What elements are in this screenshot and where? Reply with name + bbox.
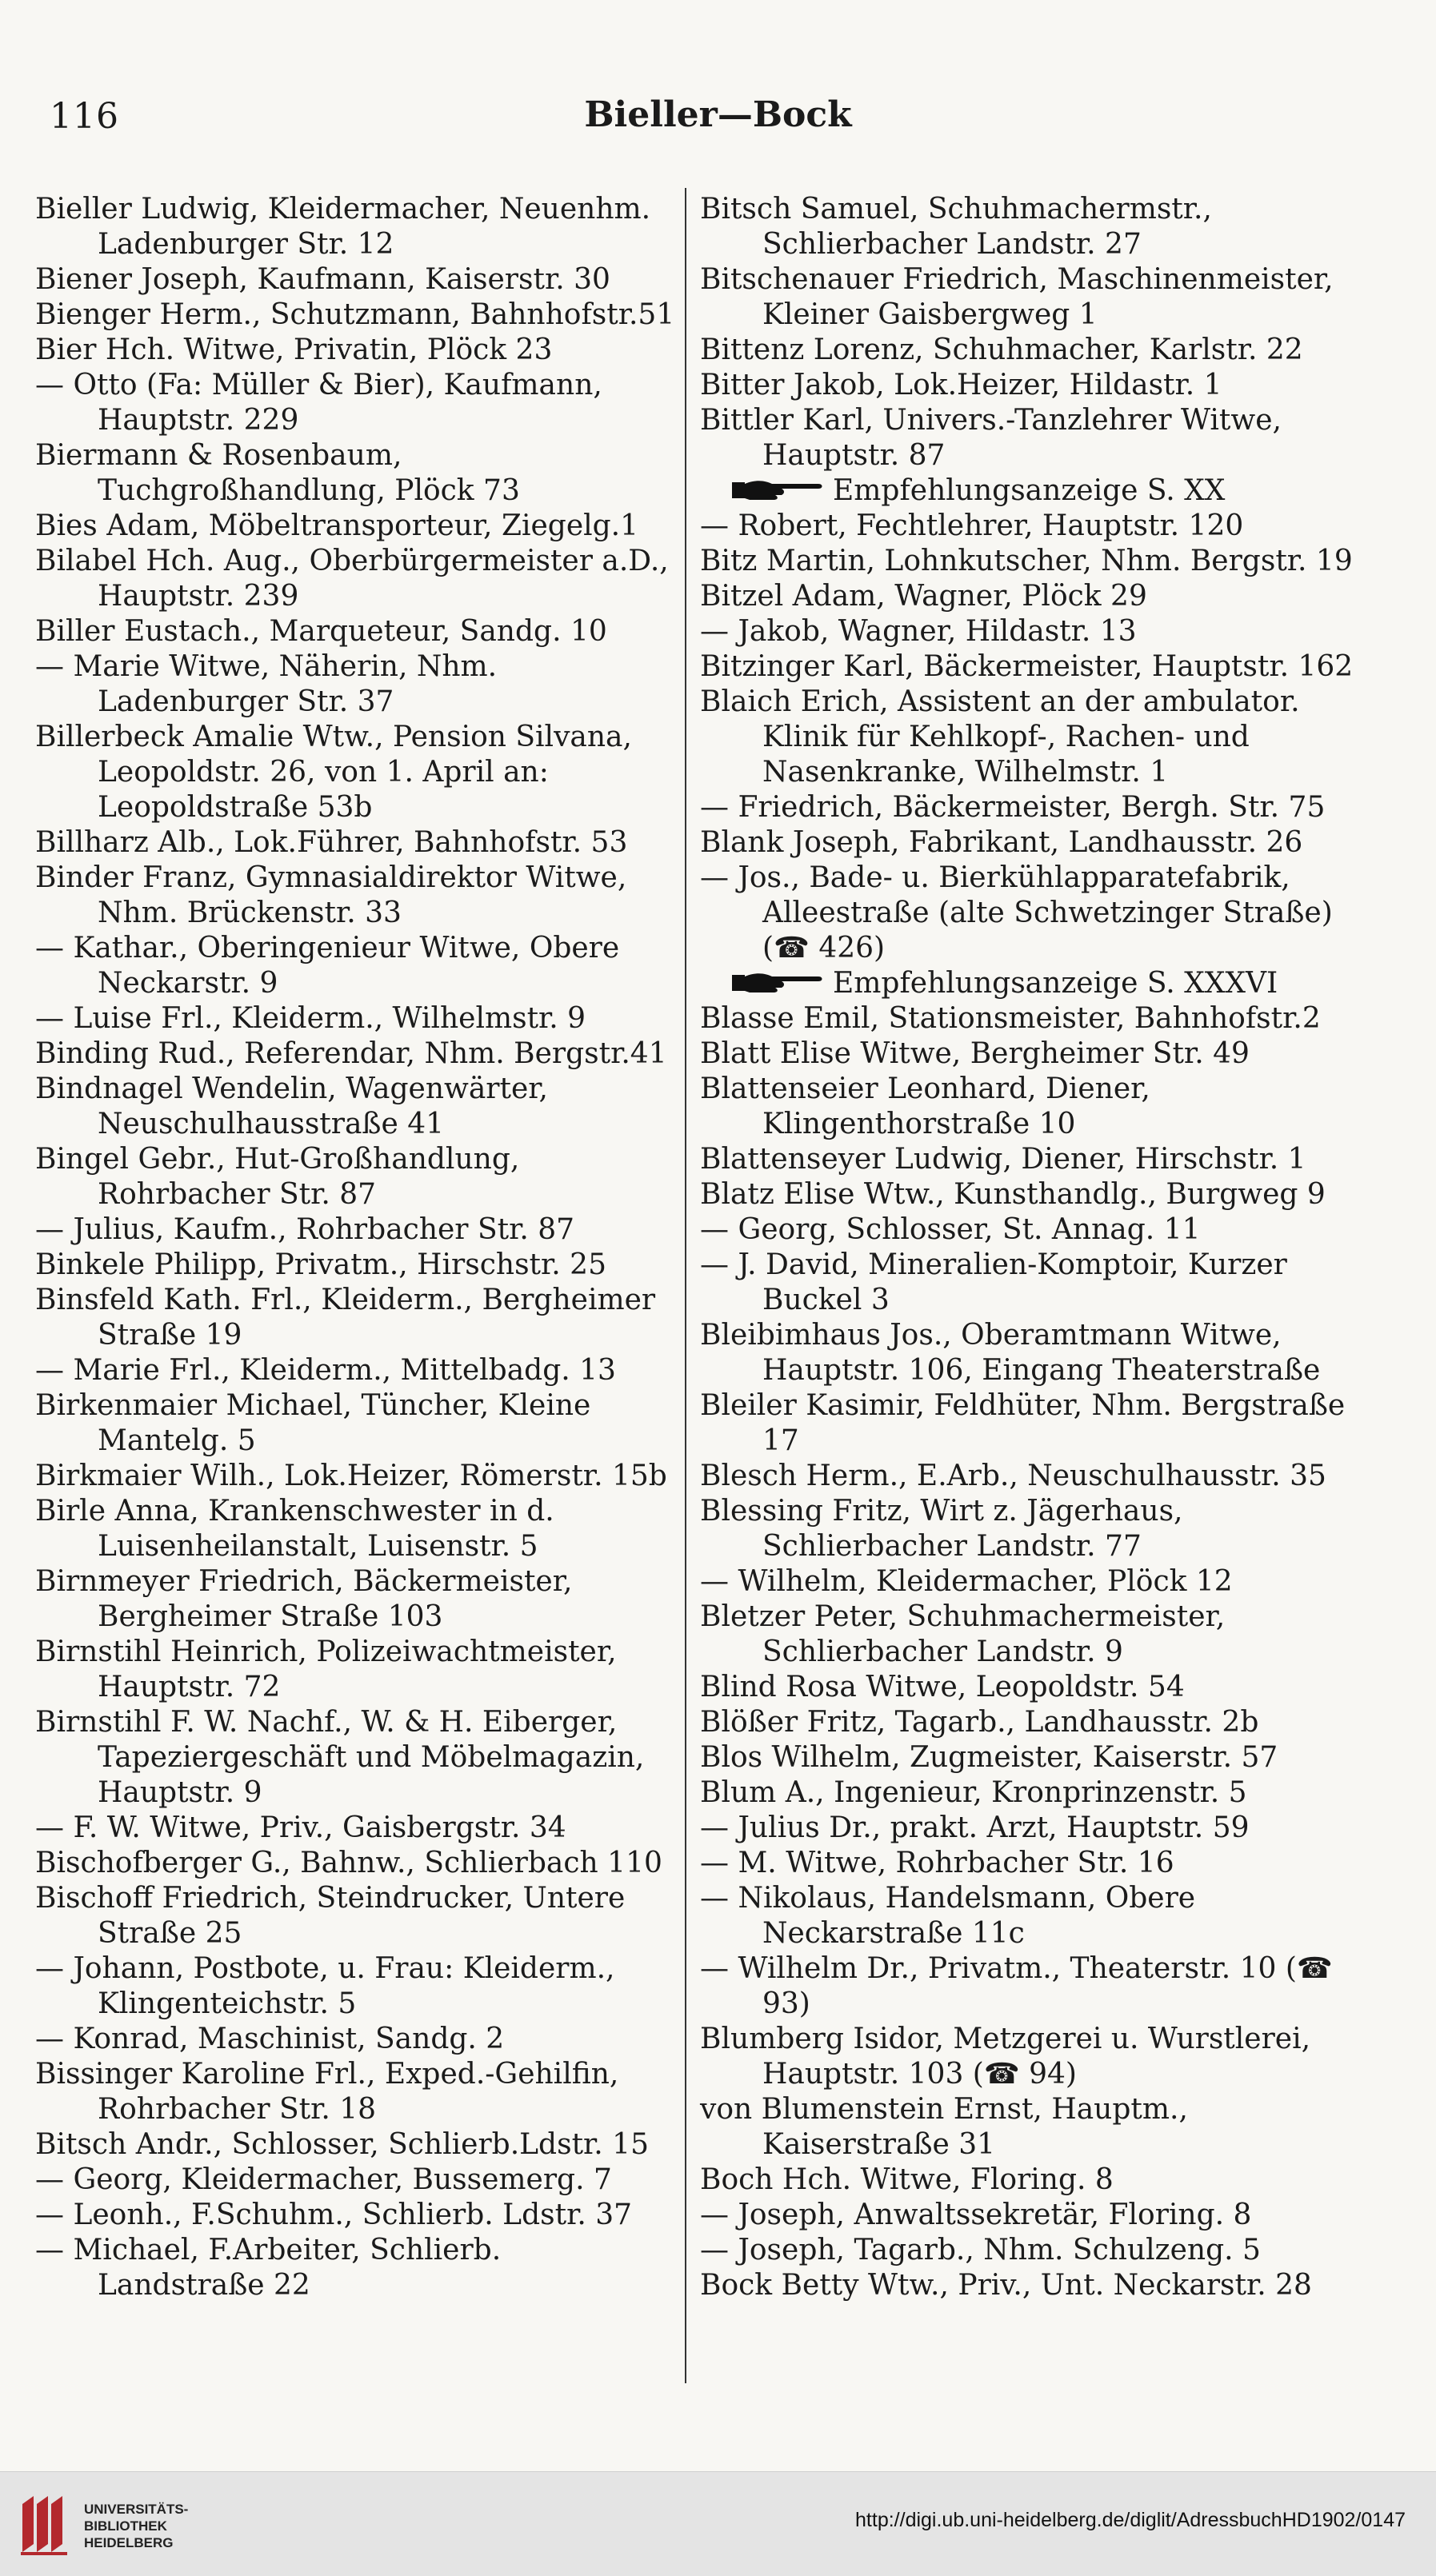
directory-entry: Blasse Emil, Stationsmeister, Bahnhofstr.2 xyxy=(700,1002,1321,1035)
advert-reference xyxy=(700,966,1368,1001)
directory-entry: Bischoff Friedrich, Steindrucker, Untere Straße 25 xyxy=(35,1882,626,1950)
library-name-line: HEIDELBERG xyxy=(84,2535,174,2550)
directory-entry: Birkenmaier Michael, Tüncher, Kleine Mantelg. 5 xyxy=(35,1389,591,1457)
pointing-hand-icon xyxy=(730,476,825,503)
directory-entry: — Wilhelm Dr., Privatm., Theaterstr. 10 (☎ 93) xyxy=(700,1952,1333,2020)
left-column xyxy=(35,192,675,2303)
directory-entry: Bissinger Karoline Frl., Exped.-Gehilfin, Rohrbacher Str. 18 xyxy=(35,2058,619,2126)
directory-entry: — Friedrich, Bäckermeister, Bergh. Str. 75 xyxy=(700,791,1326,824)
library-name-line: BIBLIOTHEK xyxy=(84,2518,167,2534)
directory-entry: Biermann & Rosenbaum, Tuchgroßhandlung, Plöck 73 xyxy=(35,439,520,507)
directory-entry: Blößer Fritz, Tagarb., Landhausstr. 2b xyxy=(700,1706,1259,1739)
directory-entry: Birkmaier Wilh., Lok.Heizer, Römerstr. 15b xyxy=(35,1460,667,1492)
directory-entry: Bitter Jakob, Lok.Heizer, Hildastr. 1 xyxy=(700,369,1222,401)
directory-entry: Blank Joseph, Fabrikant, Landhausstr. 26 xyxy=(700,826,1303,859)
directory-entry: Bittenz Lorenz, Schuhmacher, Karlstr. 22 xyxy=(700,333,1303,366)
directory-entry: Binder Franz, Gymnasialdirektor Witwe, Nhm. Brückenstr. 33 xyxy=(35,861,627,929)
directory-entry: — Marie Witwe, Näherin, Nhm. Ladenburger Str. 37 xyxy=(35,650,498,718)
directory-entry: — M. Witwe, Rohrbacher Str. 16 xyxy=(700,1847,1174,1879)
directory-entry: — Georg, Schlosser, St. Annag. 11 xyxy=(700,1213,1201,1246)
directory-entry: Blind Rosa Witwe, Leopoldstr. 54 xyxy=(700,1671,1185,1703)
directory-entry: — J. David, Mineralien-Komptoir, Kurzer Buckel 3 xyxy=(700,1248,1287,1316)
directory-entry: — Marie Frl., Kleiderm., Mittelbadg. 13 xyxy=(35,1354,616,1387)
advert-reference-text: Empfehlungsanzeige S. XX xyxy=(833,474,1226,507)
directory-entry: — Georg, Kleidermacher, Bussemerg. 7 xyxy=(35,2163,612,2196)
running-head: Bieller—Bock xyxy=(584,94,852,135)
directory-entry: von Blumenstein Ernst, Hauptm., Kaiserstraße 31 xyxy=(700,2093,1188,2161)
directory-entry: Birle Anna, Krankenschwester in d. Luisenheilanstalt, Luisenstr. 5 xyxy=(35,1495,554,1563)
directory-entry: Biener Joseph, Kaufmann, Kaiserstr. 30 xyxy=(35,263,610,296)
directory-entry: — Otto (Fa: Müller & Bier), Kaufmann, Hauptstr. 229 xyxy=(35,369,602,437)
directory-entry: Bischofberger G., Bahnw., Schlierbach 110 xyxy=(35,1847,662,1879)
university-seal-icon xyxy=(16,2490,74,2558)
directory-entry: — Robert, Fechtlehrer, Hauptstr. 120 xyxy=(700,509,1244,542)
directory-entry: Bitschenauer Friedrich, Maschinenmeister, Kleiner Gaisbergweg 1 xyxy=(700,263,1334,331)
directory-entry: Binding Rud., Referendar, Nhm. Bergstr.41 xyxy=(35,1037,667,1070)
directory-entry: Bilabel Hch. Aug., Oberbürgermeister a.D., Hauptstr. 239 xyxy=(35,545,669,613)
directory-entry: — Johann, Postbote, u. Frau: Kleiderm., Klingenteichstr. 5 xyxy=(35,1952,615,2020)
directory-entry: Biller Eustach., Marqueteur, Sandg. 10 xyxy=(35,615,607,648)
directory-entry: Bingel Gebr., Hut-Großhandlung, Rohrbacher Str. 87 xyxy=(35,1143,520,1211)
directory-entry: Blumberg Isidor, Metzgerei u. Wurstlerei, Hauptstr. 103 (☎ 94) xyxy=(700,2023,1311,2091)
directory-entry: Blattenseier Leonhard, Diener, Klingenthorstraße 10 xyxy=(700,1072,1150,1140)
library-name xyxy=(84,2501,188,2551)
pointing-hand-icon xyxy=(730,968,825,996)
directory-entry: Bies Adam, Möbeltransporteur, Ziegelg.1 xyxy=(35,509,639,542)
directory-entry: — Kathar., Oberingenieur Witwe, Obere Neckarstr. 9 xyxy=(35,932,620,1000)
directory-entry: Billharz Alb., Lok.Führer, Bahnhofstr. 53 xyxy=(35,826,628,859)
directory-entry: Blatt Elise Witwe, Bergheimer Str. 49 xyxy=(700,1037,1250,1070)
directory-entry: Blos Wilhelm, Zugmeister, Kaiserstr. 57 xyxy=(700,1741,1278,1774)
library-name-line: UNIVERSITÄTS- xyxy=(84,2502,189,2517)
footer-bar xyxy=(0,2471,1436,2576)
column-divider xyxy=(685,188,686,2383)
directory-entry: Bienger Herm., Schutzmann, Bahnhofstr.51 xyxy=(35,298,675,331)
directory-entry: — Nikolaus, Handelsmann, Obere Neckarstraße 11c xyxy=(700,1882,1196,1950)
directory-entry: — Julius, Kaufm., Rohrbacher Str. 87 xyxy=(35,1213,575,1246)
directory-entry: — Julius Dr., prakt. Arzt, Hauptstr. 59 xyxy=(700,1811,1250,1844)
directory-entry: — Joseph, Anwaltssekretär, Floring. 8 xyxy=(700,2199,1252,2231)
directory-entry: Bleibimhaus Jos., Oberamtmann Witwe, Hauptstr. 106, Eingang Theaterstraße xyxy=(700,1319,1321,1387)
directory-entry: Bletzer Peter, Schuhmachermeister, Schlierbacher Landstr. 9 xyxy=(700,1600,1226,1668)
source-url-link[interactable]: http://digi.ub.uni-heidelberg.de/diglit/AdressbuchHD1902/0147 xyxy=(855,2509,1406,2531)
directory-entry: — Luise Frl., Kleiderm., Wilhelmstr. 9 xyxy=(35,1002,586,1035)
directory-entry: Birnstihl F. W. Nachf., W. & H. Eiberger, Tapeziergeschäft und Möbelmagazin, Hauptstr. 9 xyxy=(35,1706,645,1809)
directory-entry: Billerbeck Amalie Wtw., Pension Silvana, Leopoldstr. 26, von 1. April an: Leopoldstraße 53b xyxy=(35,721,632,824)
directory-entry: Birnstihl Heinrich, Polizeiwachtmeister, Hauptstr. 72 xyxy=(35,1635,617,1703)
advert-reference xyxy=(700,473,1368,509)
directory-entry: Blessing Fritz, Wirt z. Jägerhaus, Schlierbacher Landstr. 77 xyxy=(700,1495,1183,1563)
page-number: 116 xyxy=(50,96,119,137)
directory-entry: Bittler Karl, Univers.-Tanzlehrer Witwe, Hauptstr. 87 xyxy=(700,404,1282,472)
directory-entry: Bitz Martin, Lohnkutscher, Nhm. Bergstr. 19 xyxy=(700,545,1353,577)
directory-entry: Bitzel Adam, Wagner, Plöck 29 xyxy=(700,580,1147,613)
directory-entry: Bleiler Kasimir, Feldhüter, Nhm. Bergstraße 17 xyxy=(700,1389,1346,1457)
advert-reference-text: Empfehlungsanzeige S. XXXVI xyxy=(833,967,1278,1000)
directory-entry: Bitsch Samuel, Schuhmachermstr., Schlierbacher Landstr. 27 xyxy=(700,193,1212,261)
directory-entry: — F. W. Witwe, Priv., Gaisbergstr. 34 xyxy=(35,1811,566,1844)
directory-entry: — Wilhelm, Kleidermacher, Plöck 12 xyxy=(700,1565,1233,1598)
directory-entry: Bitzinger Karl, Bäckermeister, Hauptstr. 162 xyxy=(700,650,1354,683)
directory-entry: Birnmeyer Friedrich, Bäckermeister, Bergheimer Straße 103 xyxy=(35,1565,573,1633)
directory-entry: — Leonh., F.Schuhm., Schlierb. Ldstr. 37 xyxy=(35,2199,633,2231)
directory-entry: Blattenseyer Ludwig, Diener, Hirschstr. 1 xyxy=(700,1143,1306,1176)
directory-entry: Bieller Ludwig, Kleidermacher, Neuenhm. Ladenburger Str. 12 xyxy=(35,193,651,261)
directory-entry: Blum A., Ingenieur, Kronprinzenstr. 5 xyxy=(700,1776,1247,1809)
directory-entry: — Jos., Bade- u. Bierkühlapparatefabrik, Alleestraße (alte Schwetzinger Straße) (☎ 426) xyxy=(700,861,1333,965)
directory-entry: — Michael, F.Arbeiter, Schlierb. Landstraße 22 xyxy=(35,2234,502,2302)
directory-entry: Bitsch Andr., Schlosser, Schlierb.Ldstr. 15 xyxy=(35,2128,649,2161)
directory-entry: Bier Hch. Witwe, Privatin, Plöck 23 xyxy=(35,333,553,366)
directory-entry: Blaich Erich, Assistent an der ambulator. Klinik für Kehlkopf-, Rachen- und Nasenkranke, Wilhelmstr. 1 xyxy=(700,685,1300,789)
directory-entry: Bindnagel Wendelin, Wagenwärter, Neuschulhausstraße 41 xyxy=(35,1072,548,1140)
directory-entry: — Konrad, Maschinist, Sandg. 2 xyxy=(35,2023,505,2055)
directory-entry: — Jakob, Wagner, Hildastr. 13 xyxy=(700,615,1137,648)
directory-entry: Binsfeld Kath. Frl., Kleiderm., Bergheimer Straße 19 xyxy=(35,1284,656,1352)
directory-entry: Blesch Herm., E.Arb., Neuschulhausstr. 35 xyxy=(700,1460,1326,1492)
directory-entry: Boch Hch. Witwe, Floring. 8 xyxy=(700,2163,1114,2196)
directory-entry: — Joseph, Tagarb., Nhm. Schulzeng. 5 xyxy=(700,2234,1261,2266)
directory-entry: Bock Betty Wtw., Priv., Unt. Neckarstr. 28 xyxy=(700,2269,1312,2302)
directory-entry: Blatz Elise Wtw., Kunsthandlg., Burgweg 9 xyxy=(700,1178,1326,1211)
directory-entry: Binkele Philipp, Privatm., Hirschstr. 25 xyxy=(35,1248,606,1281)
right-column xyxy=(700,192,1368,2303)
